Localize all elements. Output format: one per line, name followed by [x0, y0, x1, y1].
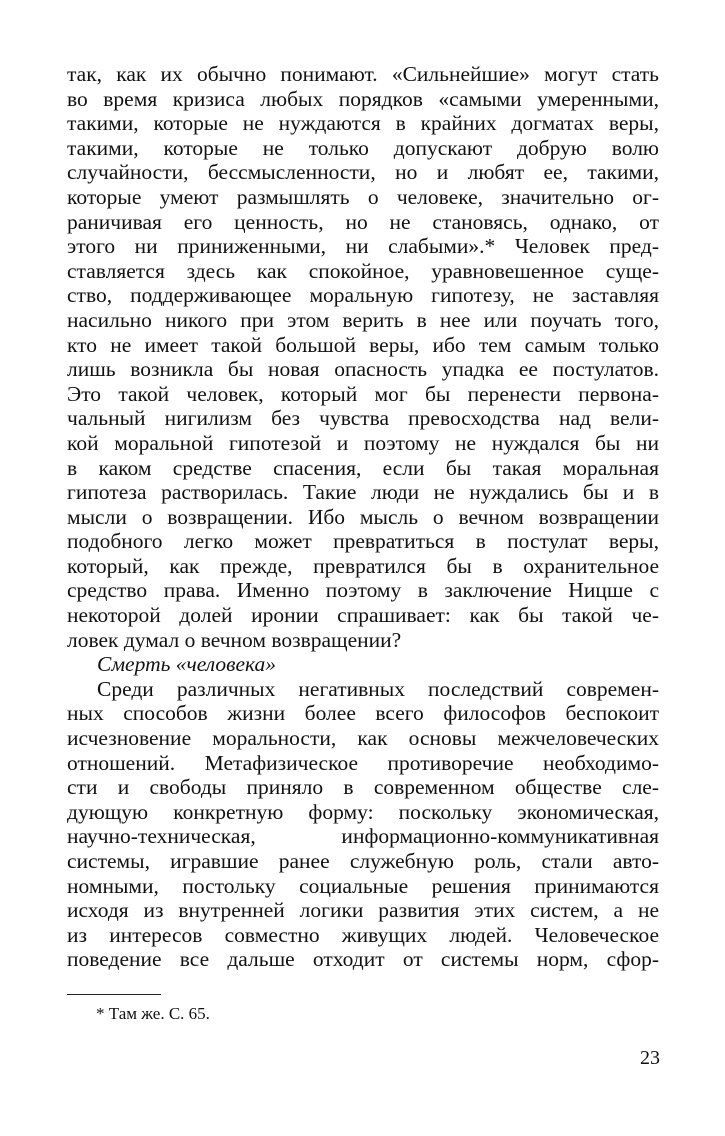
text-line: чальный нигилизм без чувства превосходства над вели- — [67, 406, 659, 431]
text-line: лишь возникла бы новая опасность упадка ее постулатов. — [67, 357, 659, 382]
text-line: гипотеза растворилась. Такие люди не нуждались бы и в — [67, 480, 659, 505]
text-line: который, как прежде, превратился бы в охранительное — [67, 553, 659, 578]
text-line: из интересов совместно живущих людей. Человеческое — [67, 922, 659, 947]
text-line: средство права. Именно поэтому в заключение Ницше с — [67, 578, 659, 603]
text-line: ставляется здесь как спокойное, уравновешенное суще- — [67, 258, 659, 283]
text-line: раничивая его ценность, но не становясь, однако, от — [67, 209, 659, 234]
text-line: поведение все дальше отходит от системы норм, сфор- — [67, 947, 659, 972]
text-line: дующую конкретную форму: поскольку экономическая, — [67, 799, 659, 824]
text-line: так, как их обычно понимают. «Сильнейшие» могут стать — [67, 62, 659, 86]
paragraph-2 — [67, 677, 659, 972]
text-line: ных способов жизни более всего философов беспокоит — [67, 701, 659, 726]
text-line: Это такой человек, который мог бы перенести первона- — [67, 381, 659, 406]
text-line: Среди различных негативных последствий современ- — [97, 676, 659, 701]
text-line: системы, игравшие ранее служебную роль, стали авто- — [67, 849, 659, 873]
footnote-divider — [67, 994, 161, 995]
text-line: которые умеют размышлять о человеке, значительно ог- — [67, 184, 659, 209]
text-line: такими, которые не только допускают добрую волю — [67, 135, 659, 160]
text-line: в каком средстве спасения, если бы такая моральная — [67, 455, 659, 480]
text-line: случайности, бессмысленности, но и любят ее, такими, — [67, 160, 659, 185]
text-line: ловек думал о вечном возвращении? — [67, 627, 402, 652]
text-line: научно-техническая, информационно-коммуникативная — [67, 824, 659, 849]
text-line: этого ни приниженными, ни слабыми».* Человек пред- — [67, 234, 659, 259]
text-line: номными, постольку социальные решения принимаются — [67, 873, 659, 898]
footnote: * Там же. С. 65. — [96, 1004, 210, 1023]
text-line: кто не имеет такой большой веры, ибо тем самым только — [67, 332, 659, 357]
text-line: ство, поддерживающее моральную гипотезу, не заставляя — [67, 283, 659, 308]
main-text — [67, 62, 659, 972]
text-line: некоторой долей иронии спрашивает: как бы такой че- — [67, 603, 659, 628]
text-line: отношений. Метафизическое противоречие необходимо- — [67, 750, 659, 775]
text-line: кой моральной гипотезой и поэтому не нуждался бы ни — [67, 430, 659, 455]
text-line: подобного легко может превратиться в постулат веры, — [67, 529, 659, 554]
text-line: исчезновение моральности, как основы межчеловеческих — [67, 726, 659, 751]
section-heading: Смерть «человека» — [97, 652, 277, 677]
text-line: такими, которые не нуждаются в крайних догматах веры, — [67, 111, 659, 136]
paragraph-1 — [67, 62, 659, 652]
text-line: насильно никого при этом верить в нее или поучать того, — [67, 307, 659, 332]
page-number: 23 — [640, 1047, 660, 1069]
text-line: исходя из внутренней логики развития этих систем, а не — [67, 898, 659, 923]
text-line: мысли о возвращении. Ибо мысль о вечном возвращении — [67, 504, 659, 529]
text-line: сти и свободы приняло в современном обществе сле- — [67, 775, 659, 800]
text-line: во время кризиса любых порядков «самыми умеренными, — [67, 86, 659, 111]
